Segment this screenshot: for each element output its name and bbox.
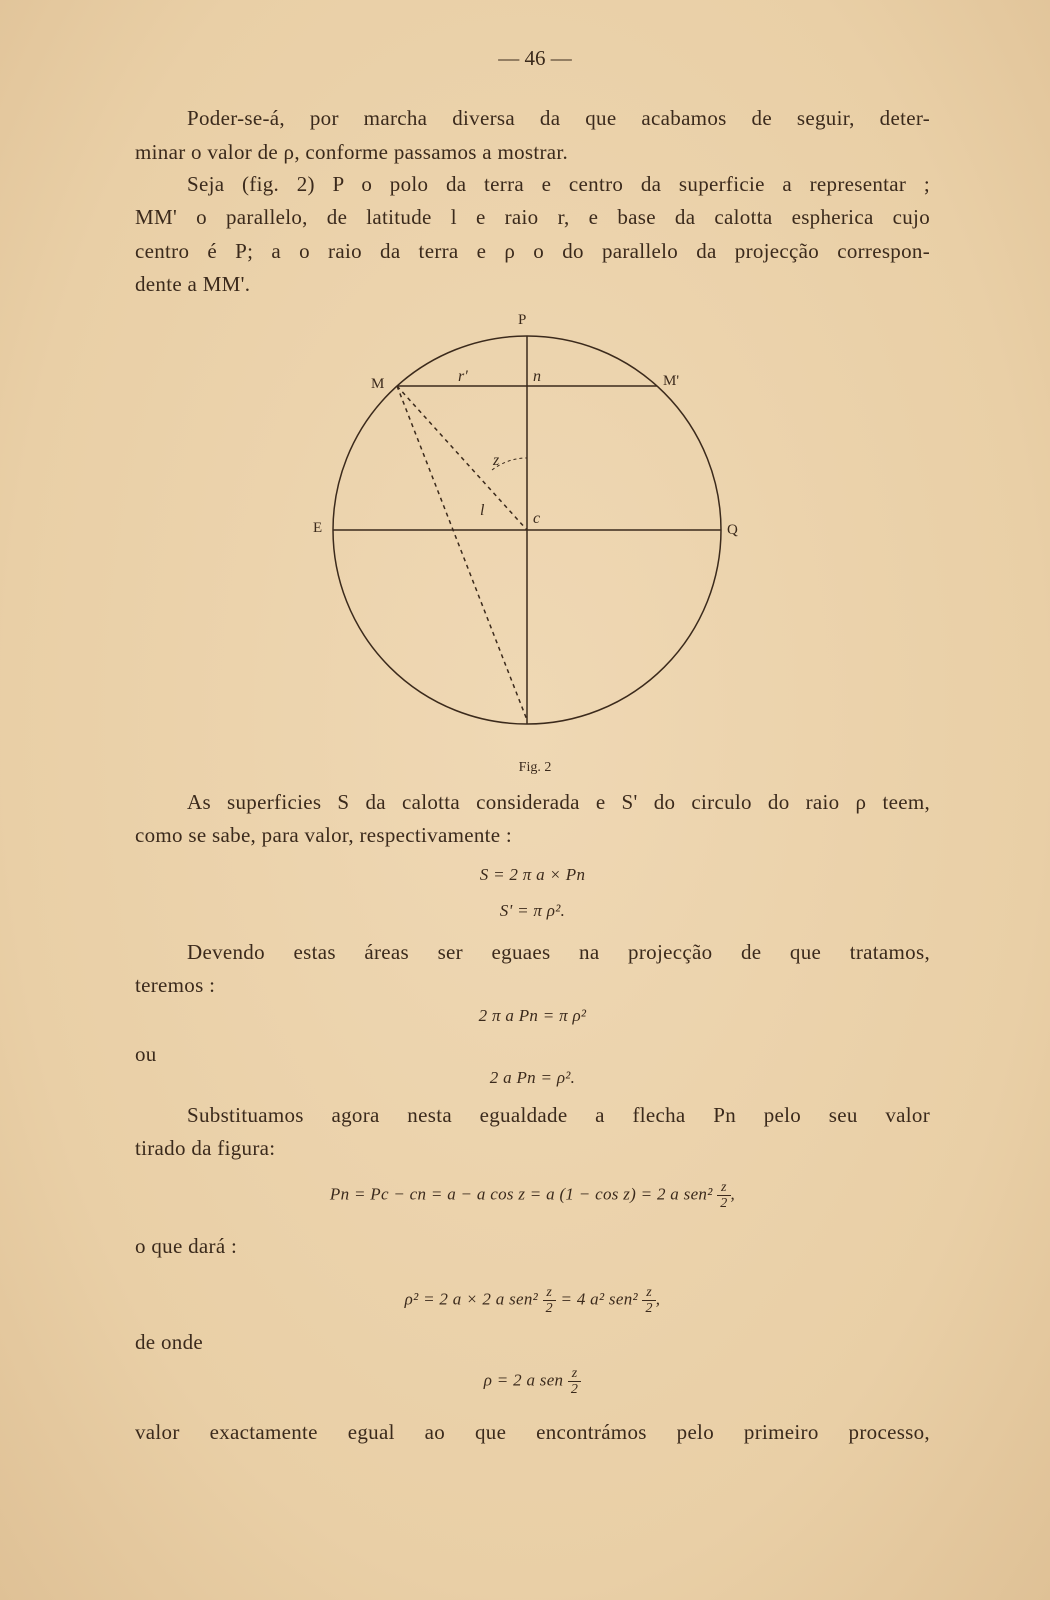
- numerator: z: [546, 1285, 553, 1300]
- equation: 2 a Pn = ρ².: [489, 1068, 576, 1087]
- label-E: E: [313, 520, 323, 536]
- paragraph-line: minar o valor de ρ, conforme passamos a mostrar.: [135, 140, 569, 164]
- chord-dashed: [397, 386, 527, 720]
- radius-dashed: [397, 386, 527, 530]
- fraction: [543, 1285, 556, 1316]
- paragraph-line: de onde: [135, 1330, 203, 1354]
- numerator: z: [571, 1366, 578, 1381]
- label-z: z: [493, 452, 500, 469]
- paragraph-line: Seja (fig. 2) P o polo da terra e centro da superficie a representar ;: [187, 172, 930, 196]
- paragraph-line: dente a MM'.: [135, 272, 251, 296]
- equation-pn: [135, 1180, 930, 1211]
- paragraph-line: valor exactamente egual ao que encontrámos pelo primeiro processo,: [135, 1420, 930, 1444]
- denominator: 2: [568, 1381, 581, 1397]
- eq-tail: ,: [655, 1289, 661, 1309]
- label-P: P: [518, 312, 527, 328]
- equation: 2 π a Pn = π ρ²: [478, 1006, 587, 1025]
- text-ou: ou: [135, 1042, 157, 1066]
- label-l: l: [480, 502, 485, 519]
- fraction: [568, 1366, 581, 1397]
- paragraph-line: tirado da figura:: [135, 1136, 276, 1160]
- eq-main: Pn = Pc − cn = a − a cos z = a (1 − cos z) = 2 a sen²: [329, 1184, 713, 1204]
- paragraph-line: centro é P; a o raio da terra e ρ o do parallelo da projecção correspon-: [135, 239, 930, 263]
- eq-main: ρ = 2 a sen: [483, 1370, 564, 1390]
- label-r: r': [458, 368, 468, 385]
- paragraph-line: Devendo estas áreas ser eguaes na projecção de que tratamos,: [187, 940, 930, 964]
- eq-part: ρ² = 2 a × 2 a sen²: [404, 1289, 539, 1309]
- denominator: 2: [717, 1195, 730, 1211]
- paragraph-line: Poder-se-á, por marcha diversa da que acabamos de seguir, deter-: [187, 106, 930, 130]
- label-Q: Q: [727, 522, 738, 538]
- fraction: [642, 1285, 655, 1316]
- paragraph-line: As superficies S da calotta considerada e S' do circulo do raio ρ teem,: [187, 790, 930, 814]
- denominator: 2: [543, 1300, 556, 1316]
- denominator: 2: [642, 1300, 655, 1316]
- paragraph-line: como se sabe, para valor, respectivamente :: [135, 823, 513, 847]
- paragraph-line: Substituamos agora nesta egualdade a flecha Pn pelo seu valor: [187, 1103, 930, 1127]
- numerator: z: [646, 1285, 652, 1300]
- equation-rho-squared: [135, 1285, 930, 1316]
- equation-rho: [135, 1366, 930, 1397]
- paragraph-line: teremos :: [135, 973, 216, 997]
- eq-part: = 4 a² sen²: [560, 1289, 638, 1309]
- equation: S = 2 π a × Pn: [479, 865, 586, 884]
- fraction: [717, 1180, 730, 1211]
- label-M-prime: M': [663, 373, 680, 389]
- equation: S' = π ρ².: [499, 901, 566, 920]
- label-n: n: [533, 368, 541, 385]
- numerator: z: [720, 1180, 727, 1195]
- paragraph-line: o que dará :: [135, 1234, 238, 1258]
- page-number: — 46 —: [498, 46, 572, 70]
- figure-caption: Fig. 2: [518, 760, 552, 775]
- eq-tail: ,: [730, 1184, 736, 1204]
- label-M: M: [371, 376, 385, 392]
- label-c: c: [533, 510, 541, 527]
- paragraph-line: MM' o parallelo, de latitude l e raio r, e base da calotta espherica cujo: [135, 205, 930, 229]
